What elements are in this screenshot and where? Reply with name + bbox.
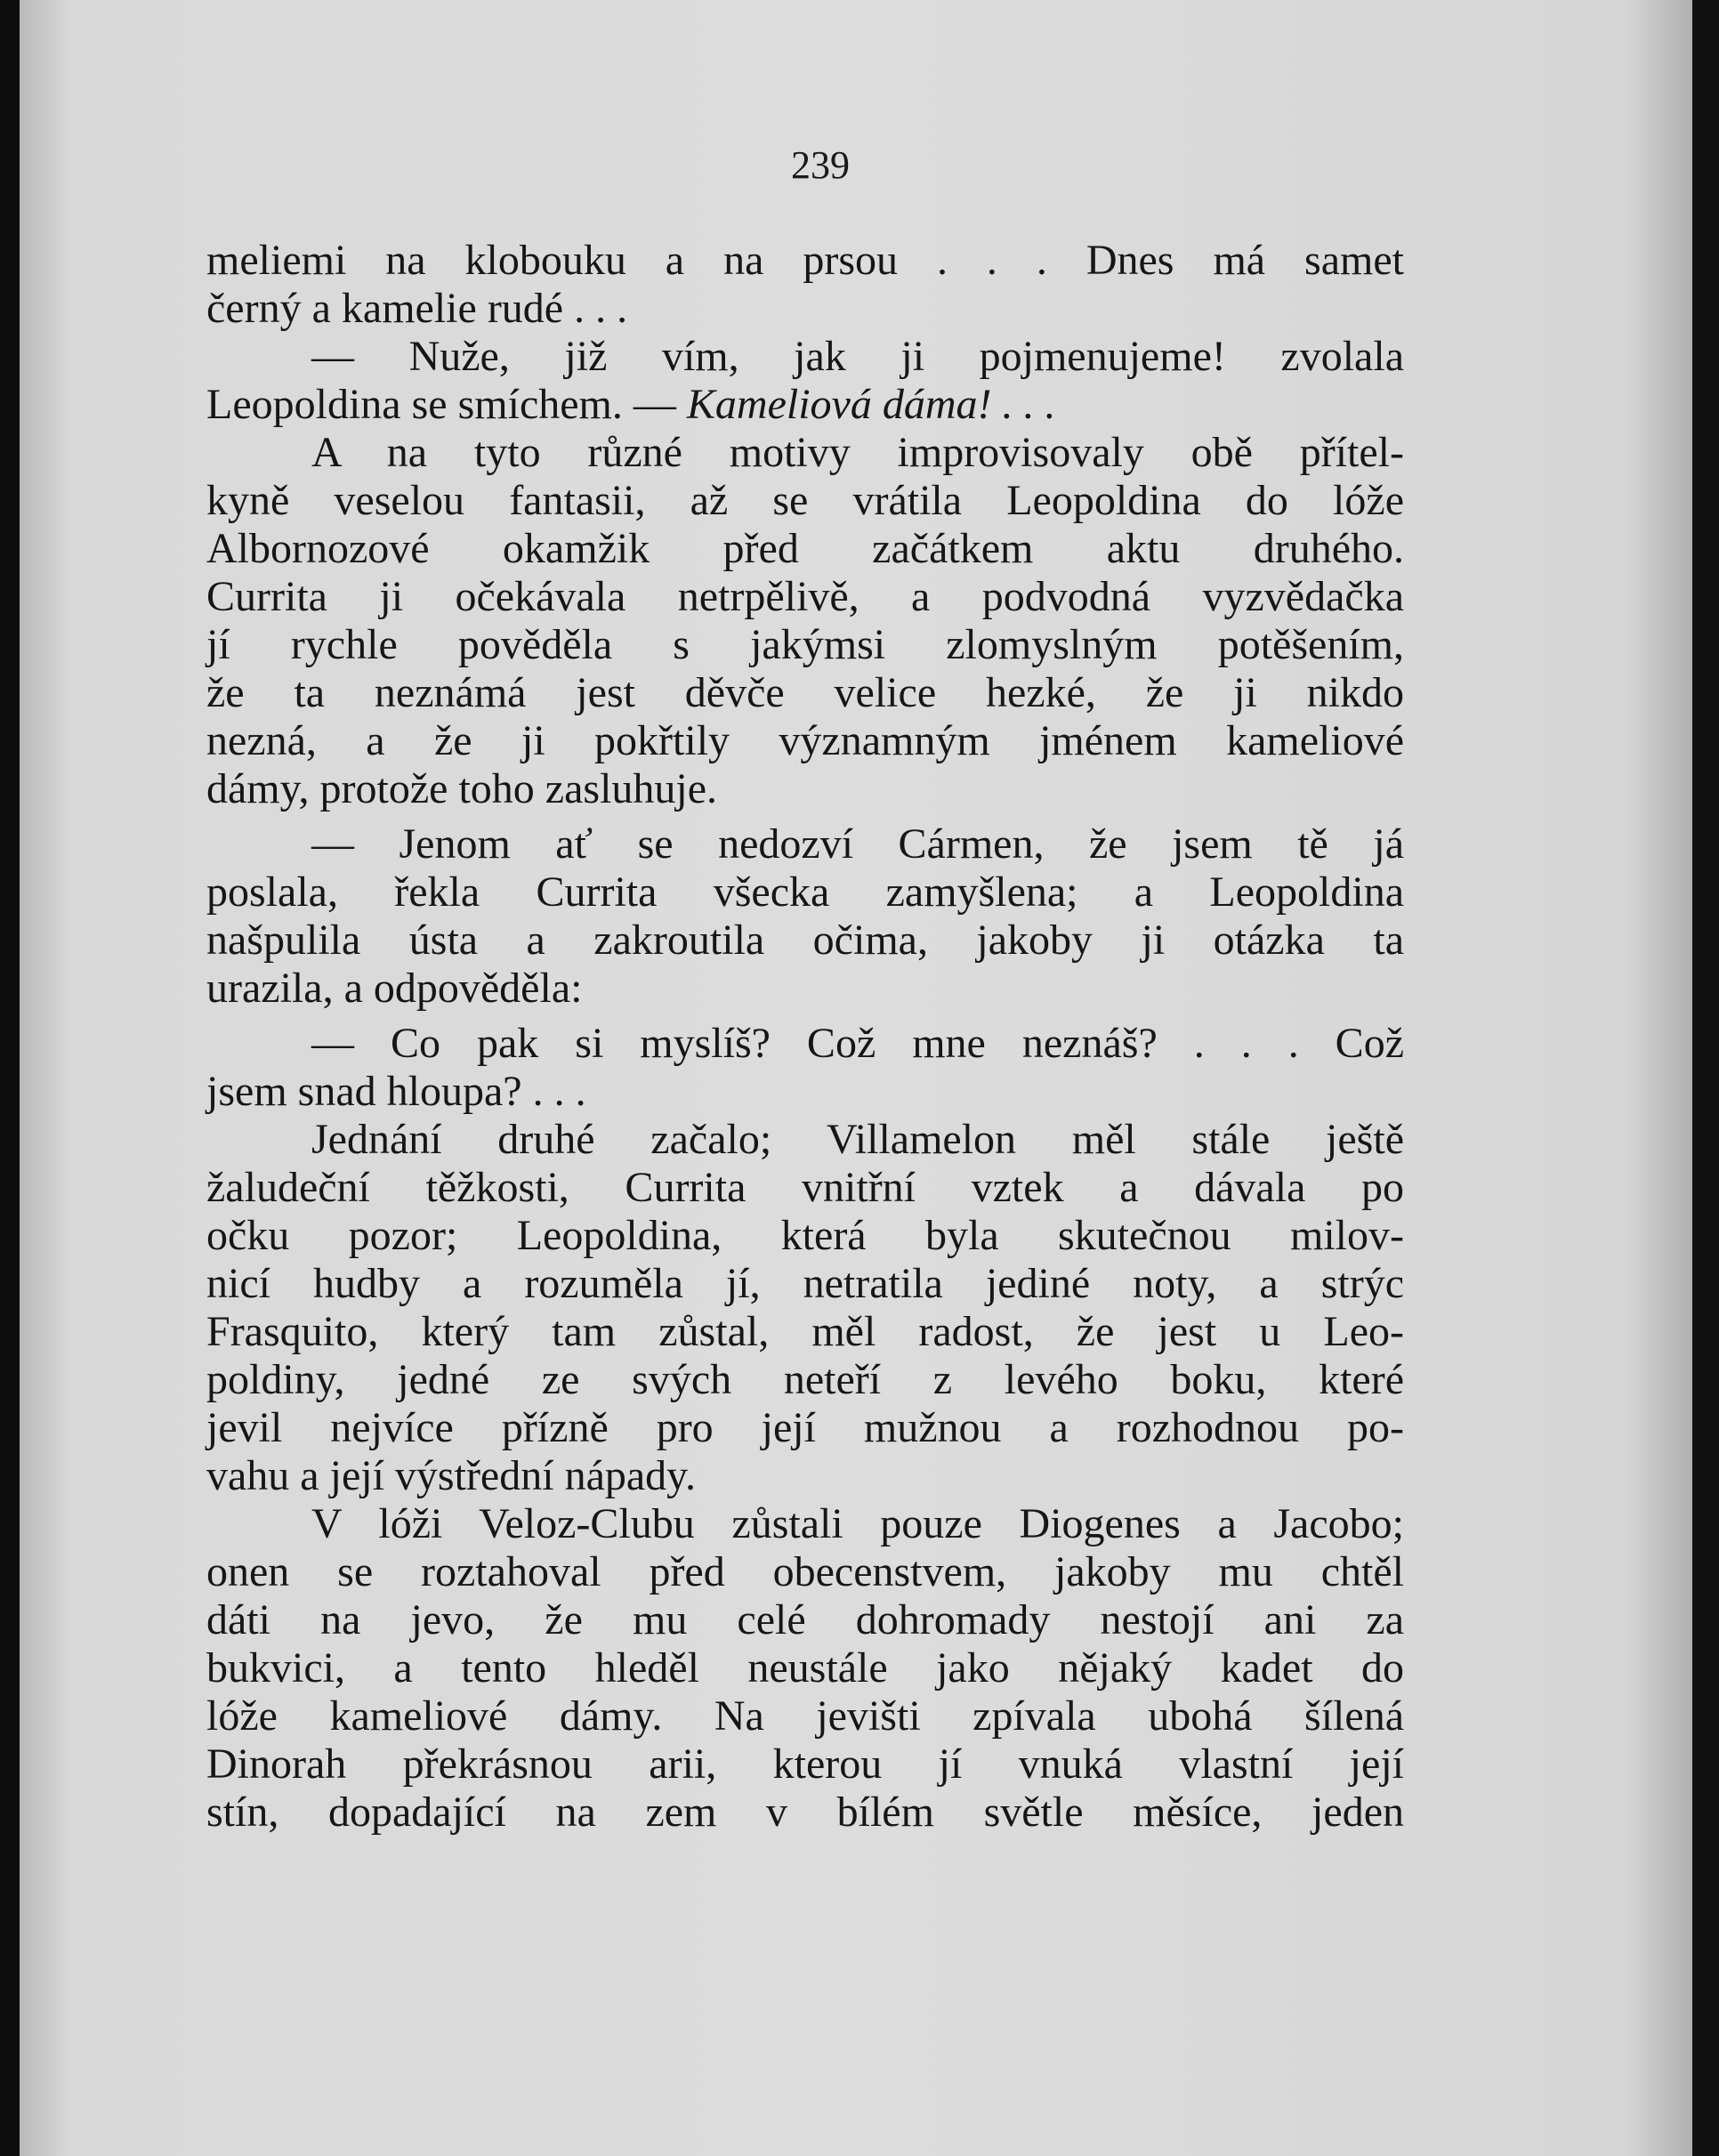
text-line-content: meliemi na klobouku a na prsou . . . Dnes má samet <box>206 237 1404 284</box>
text-line <box>206 1404 1404 1452</box>
text-line <box>206 1500 1404 1548</box>
text-line <box>206 669 1404 717</box>
text-line-content: žaludeční těžkosti, Currita vnitřní vztek a dávala po <box>206 1164 1404 1211</box>
text-line <box>206 1020 1404 1068</box>
text-line-content: dáti na jevo, že mu celé dohromady nestojí ani za <box>206 1596 1404 1643</box>
text-line-content: jí rychle pověděla s jakýmsi zlomyslným potěšením, <box>206 621 1404 668</box>
text-line <box>206 1308 1404 1356</box>
emphasized-title: Kameliová dáma! . . . <box>686 381 1056 428</box>
text-line-content: černý a kamelie rudé . . . <box>206 285 628 332</box>
text-line-content: — Co pak si myslíš? Což mne neznáš? . . . Což <box>311 1020 1404 1067</box>
text-line-content: nezná, a že ji pokřtily významným jménem kameliové <box>206 717 1404 764</box>
text-line-content: jsem snad hloupa? . . . <box>206 1068 586 1115</box>
text-line-content: poslala, řekla Currita všecka zamyšlena; a Leopoldina <box>206 868 1404 916</box>
text-line-content: Jednání druhé začalo; Villamelon měl stále ještě <box>311 1116 1404 1163</box>
text-line <box>206 285 1404 333</box>
text-line <box>206 381 1404 429</box>
text-line <box>206 765 1404 813</box>
page-number: 239 <box>791 143 850 187</box>
text-line <box>206 1260 1404 1308</box>
text-line-content: poldiny, jedné ze svých neteří z levého boku, které <box>206 1356 1404 1403</box>
text-line-content: Albornozové okamžik před začátkem aktu druhého. <box>206 525 1404 572</box>
text-line-content: lóže kameliové dámy. Na jevišti zpívala ubohá šílená <box>206 1692 1404 1740</box>
text-line <box>206 1116 1404 1164</box>
text-line-content: dámy, protože toho zasluhuje. <box>206 765 718 812</box>
text-line <box>206 429 1404 477</box>
text-line <box>206 1164 1404 1212</box>
scan-left-border <box>0 0 20 2156</box>
text-line <box>206 1596 1404 1644</box>
text-line <box>206 868 1404 917</box>
scan-right-border <box>1692 0 1719 2156</box>
text-line-content: očku pozor; Leopoldina, která byla skutečnou milov- <box>206 1212 1404 1259</box>
text-line-content: stín, dopadající na zem v bílém světle měsíce, jeden <box>206 1789 1404 1836</box>
text-line <box>206 1644 1404 1692</box>
text-line <box>206 1212 1404 1260</box>
text-line <box>206 1692 1404 1740</box>
text-line <box>206 1548 1404 1596</box>
text-line <box>206 917 1404 965</box>
text-line-content: bukvici, a tento hleděl neustále jako nějaký kadet do <box>206 1644 1404 1692</box>
text-line <box>206 1356 1404 1404</box>
text-line <box>206 1452 1404 1500</box>
text-line <box>206 820 1404 868</box>
text-line <box>206 621 1404 669</box>
text-line-content: — Jenom ať se nedozví Cármen, že jsem tě já <box>311 820 1404 868</box>
text-line-content: kyně veselou fantasii, až se vrátila Leopoldina do lóže <box>206 477 1404 524</box>
text-line-content: A na tyto různé motivy improvisovaly obě přítel- <box>311 429 1404 476</box>
text-line <box>206 1740 1404 1789</box>
text-line <box>206 477 1404 525</box>
text-line <box>206 1789 1404 1837</box>
text-line-content: V lóži Veloz-Clubu zůstali pouze Diogenes a Jacobo; <box>311 1500 1404 1547</box>
text-line-content: onen se roztahoval před obecenstvem, jakoby mu chtěl <box>206 1548 1404 1595</box>
text-line-content: nicí hudby a rozuměla jí, netratila jediné noty, a strýc <box>206 1260 1404 1307</box>
text-line-content: vahu a její výstřední nápady. <box>206 1452 697 1499</box>
book-page <box>20 0 1692 2156</box>
text-line <box>206 717 1404 765</box>
text-line-content: Frasquito, který tam zůstal, měl radost, že jest u Leo- <box>206 1308 1404 1355</box>
body-text <box>206 237 1404 1837</box>
text-line-content: — Nuže, již vím, jak ji pojmenujeme! zvolala <box>311 333 1404 380</box>
text-line <box>206 573 1404 621</box>
text-line <box>206 965 1404 1013</box>
text-line-content: našpulila ústa a zakroutila očima, jakoby ji otázka ta <box>206 917 1404 964</box>
text-line-content: jevil nejvíce přízně pro její mužnou a rozhodnou po- <box>206 1404 1404 1451</box>
text-line-content: Leopoldina se smíchem. — <box>206 381 676 428</box>
text-line-content: urazila, a odpověděla: <box>206 965 583 1012</box>
text-line <box>206 1068 1404 1116</box>
text-line <box>206 237 1404 285</box>
text-line-content: Dinorah překrásnou arii, kterou jí vnuká vlastní její <box>206 1740 1404 1788</box>
text-line <box>206 333 1404 381</box>
text-line-content: Currita ji očekávala netrpělivě, a podvodná vyzvědačka <box>206 573 1404 620</box>
text-line-content: že ta neznámá jest děvče velice hezké, že ji nikdo <box>206 669 1404 716</box>
text-line <box>206 525 1404 573</box>
